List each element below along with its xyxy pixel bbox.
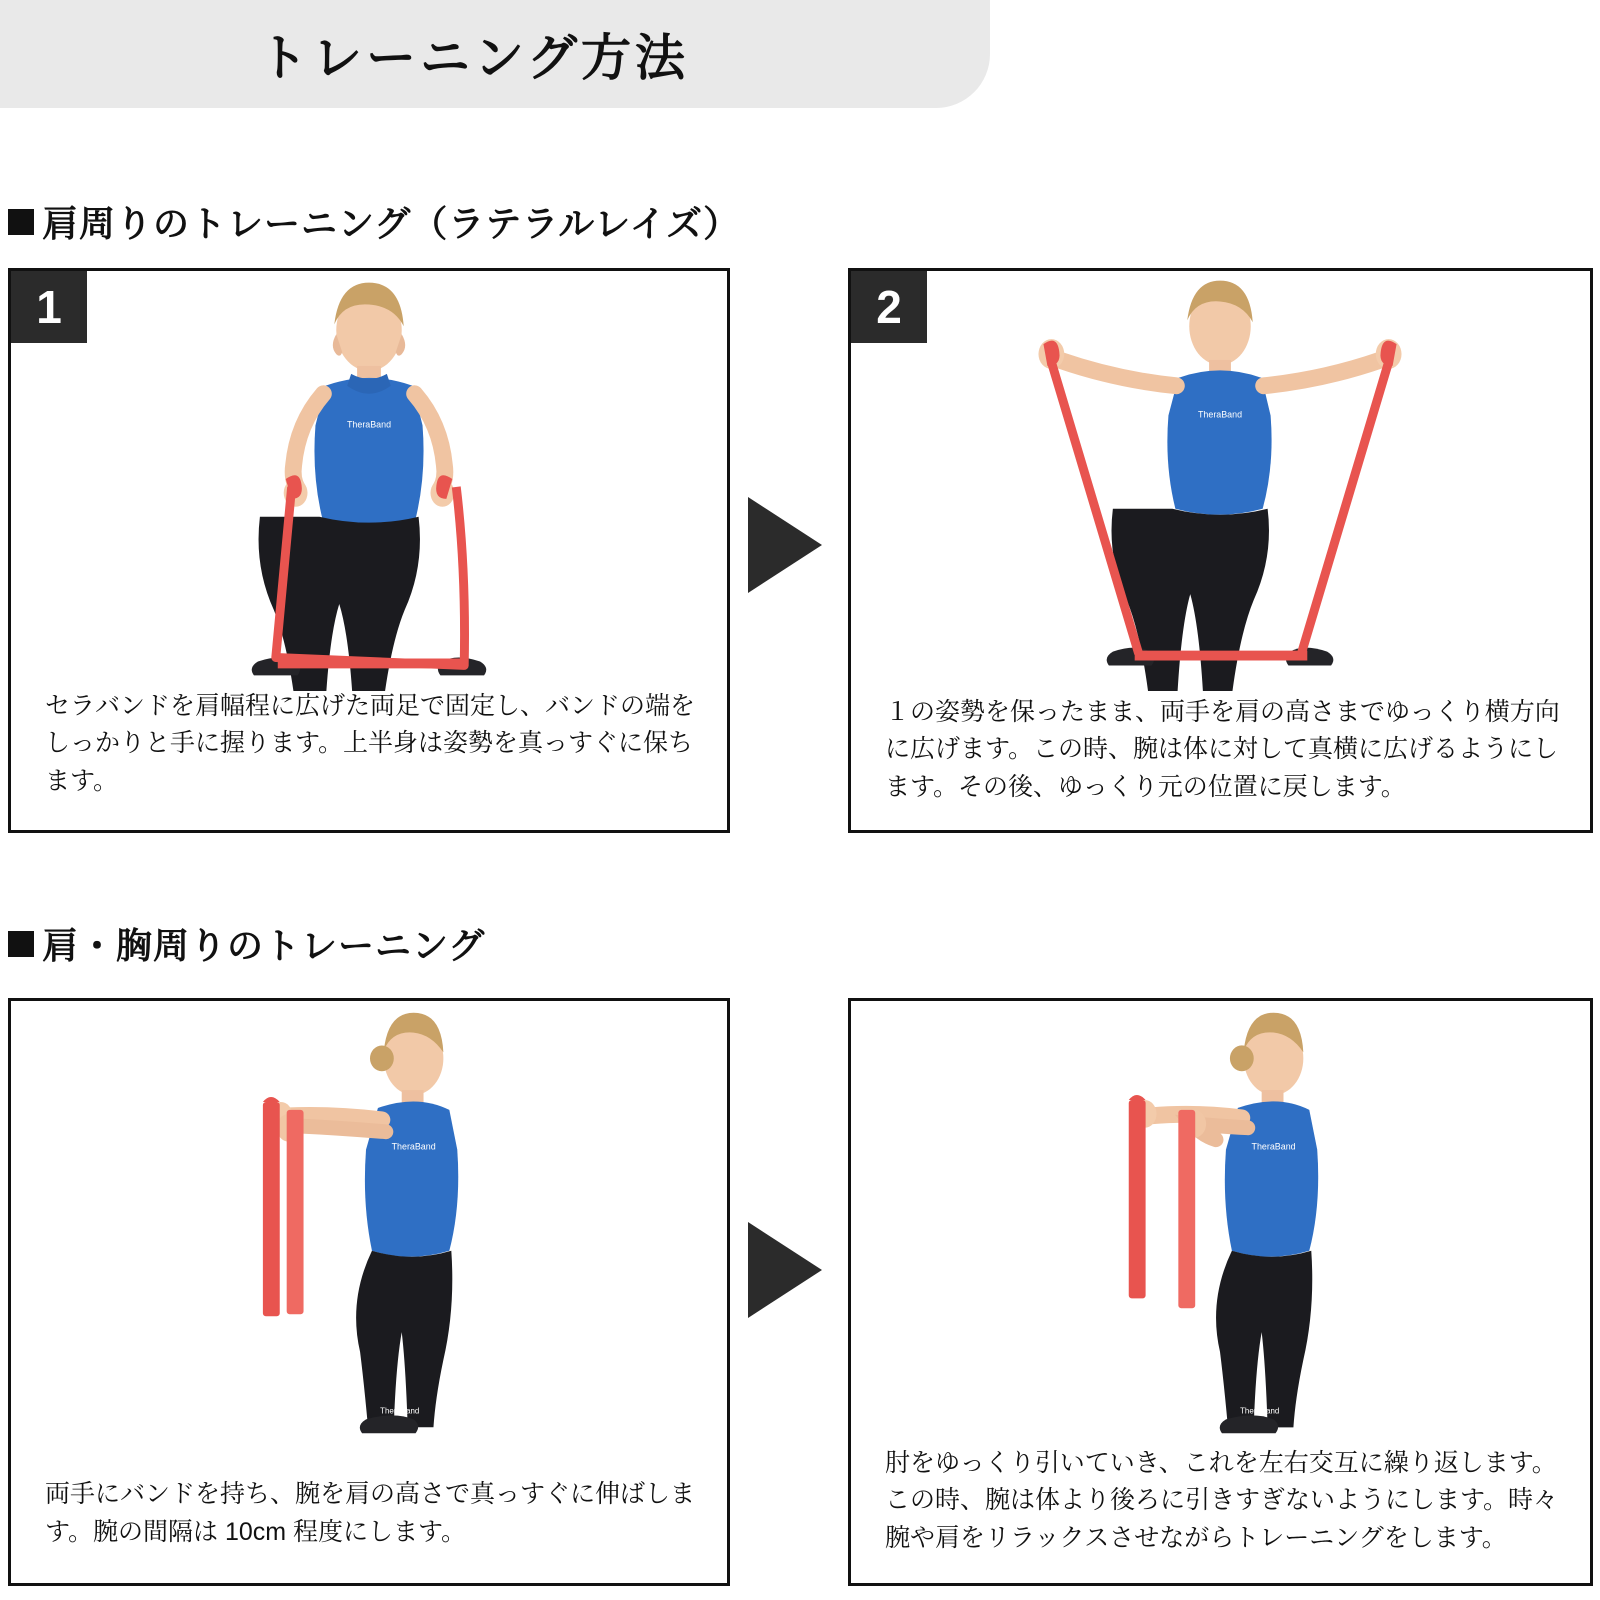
exercise-photo-2-2 — [851, 1001, 1590, 1441]
page-title: トレーニング方法 — [258, 30, 689, 86]
step-panel-1-1 — [8, 268, 730, 833]
bullet-square-icon — [8, 209, 34, 235]
exercise-photo-1-1 — [11, 271, 727, 691]
section-heading-label: 肩・胸周りのトレーニング — [42, 925, 486, 966]
step-number-badge: 2 — [851, 271, 927, 343]
step-caption-2-1 — [11, 1476, 727, 1567]
svg-text:TheraBand: TheraBand — [380, 1406, 420, 1416]
svg-text:TheraBand: TheraBand — [1197, 409, 1243, 420]
svg-text:TheraBand: TheraBand — [391, 1141, 436, 1152]
step-caption-1-1 — [11, 688, 727, 817]
caption-text: 肘をゆっくり引いていき、これを左右交互に繰り返します。この時、腕は体より後ろに引きすぎないようにします。時々腕や肩をリラックスさせながらトレーニングをします。 — [885, 1448, 1559, 1552]
step-arrow-icon — [748, 497, 822, 593]
step-panel-2-1 — [8, 998, 730, 1586]
exercise-photo-1-2 — [851, 271, 1590, 691]
step-panel-1-2 — [848, 268, 1593, 833]
exercise-photo-2-1 — [11, 1001, 727, 1441]
header-banner — [0, 0, 990, 108]
section-heading-label: 肩周りのトレーニング（ラテラルレイズ） — [42, 203, 741, 244]
step-caption-1-2 — [851, 694, 1590, 823]
svg-text:TheraBand: TheraBand — [346, 419, 392, 430]
step-number-badge: 1 — [11, 271, 87, 343]
caption-text: 両手にバンドを持ち、腕を肩の高さで真っすぐに伸ばします。腕の間隔は 10cm 程度にします。 — [45, 1480, 696, 1546]
svg-text:TheraBand: TheraBand — [1251, 1141, 1296, 1152]
step-panel-2-2 — [848, 998, 1593, 1586]
bullet-square-icon — [8, 931, 34, 957]
section-heading-shoulder-chest — [8, 918, 485, 969]
step-caption-2-2 — [851, 1445, 1590, 1574]
caption-text: １の姿勢を保ったまま、両手を肩の高さまでゆっくり横方向に広げます。この時、腕は体に対して真横に広げるようにします。その後、ゆっくり元の位置に戻します。 — [885, 697, 1560, 801]
section-heading-shoulder — [8, 196, 740, 247]
caption-text: セラバンドを肩幅程に広げた両足で固定し、バンドの端をしっかりと手に握ります。上半身は姿勢を真っすぐに保ちます。 — [45, 691, 696, 795]
svg-text:TheraBand: TheraBand — [1240, 1406, 1280, 1416]
step-arrow-icon — [748, 1222, 822, 1318]
